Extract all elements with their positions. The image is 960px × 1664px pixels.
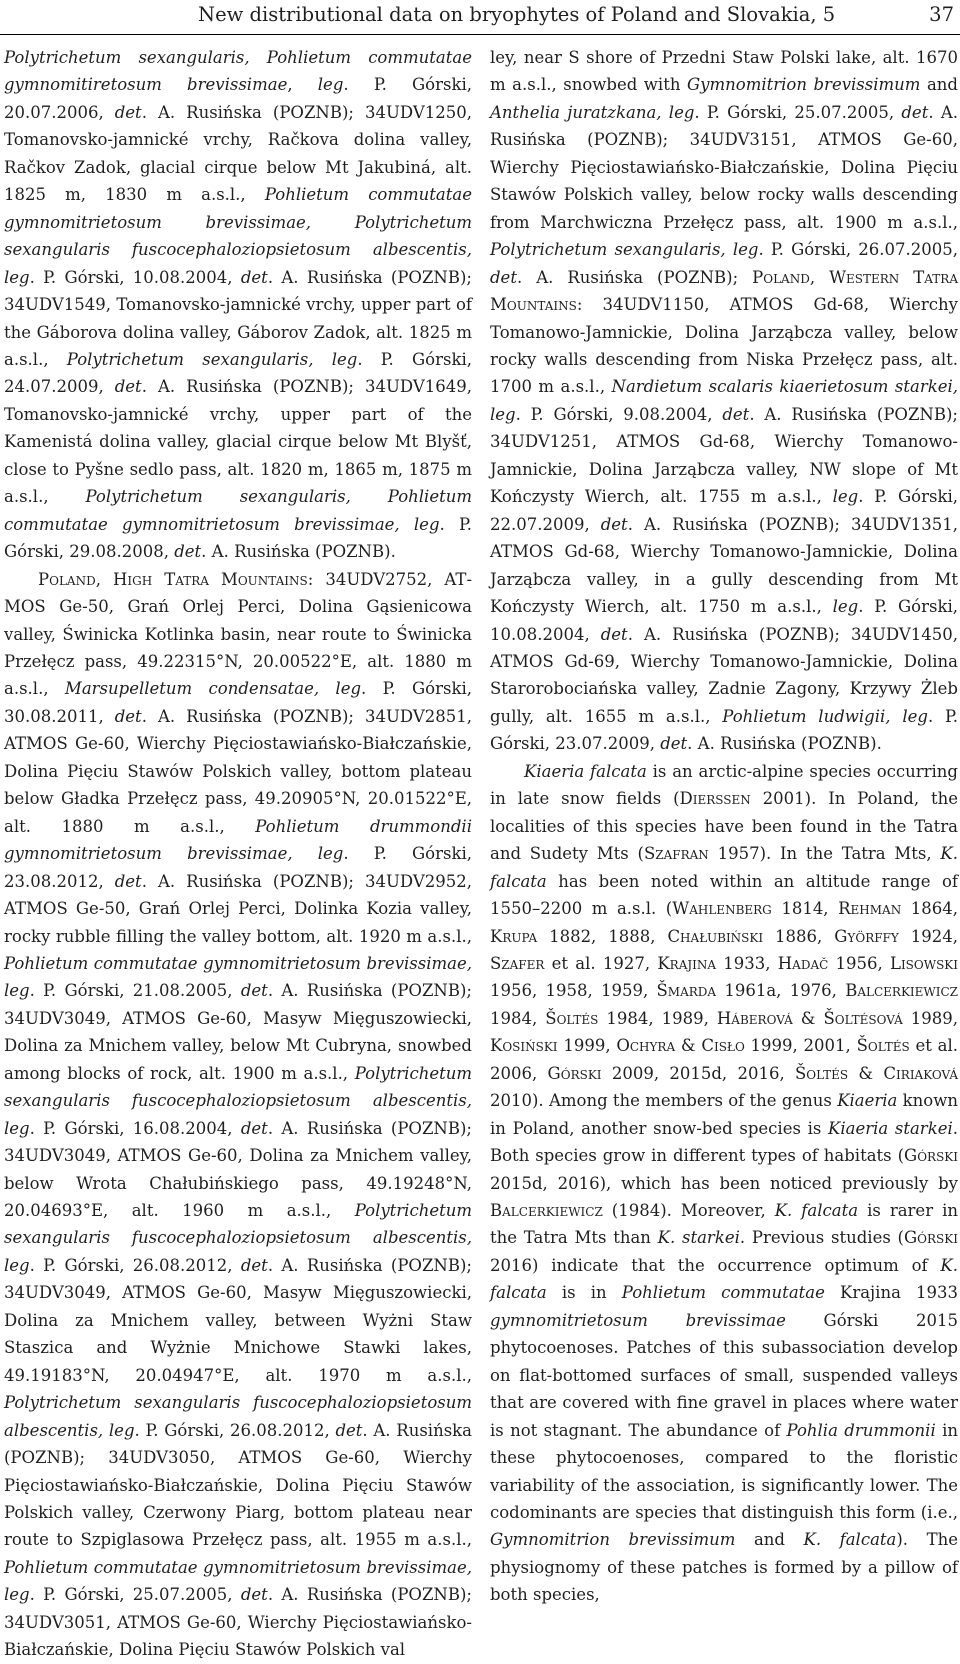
text-run: 1956, 1958, 1959, [490,981,657,1001]
text-run: 1864, [901,899,958,919]
text-run: 1956, [828,953,890,973]
text-run: 1924, [898,926,958,946]
text-run: . A. Rusińska (POZNB); 34UDV1251, ATMOS Gd-68, Wierchy Tomanowo-Jamnickie, Dolina Jarząbcza valley, NW slope of Mt Kończysty Wierch, alt. 1755 m a.s.l., [490,404,958,507]
italic-run: K. starkei [657,1228,740,1248]
italic-run: det [240,1255,268,1275]
small-caps-run: Górski [904,1146,958,1166]
text-run: 1882, 1888, [537,926,668,946]
text-run: . P. Górski, 9.08.2004, [515,404,723,424]
left-paragraph-1 [4,44,472,566]
text-run: . P. Górski, 10.08.2004, [29,267,241,287]
small-caps-run: Górski [547,1063,602,1083]
italic-run: Pohlia drummonii [786,1420,936,1440]
italic-run: det [114,102,142,122]
text-run: . A. Rusińska (POZNB); 34UDV3049, ATMOS Ge-60, Masyw Mięguszowiecki, Dolina za Mnichem valley, below Mt Cubryna, snowbed among blocks of rock, alt. 1900 m a.s.l., [4,981,472,1083]
small-caps-run: Šmarda [656,981,717,1001]
italic-run: Gymnomitrion brevissimum [686,75,921,95]
small-caps-run: Poland, High Tatra Mountains [38,569,308,589]
small-caps-run: Hadač [777,953,829,973]
small-caps-run: Balcerkiewicz [490,1201,603,1221]
text-run: . A. Rusińska (POZNB); 34UDV1649, Tomanovsko-jamnické vrchy, upper part of the Kamenistá dolina valley, glacial cirque below Mt Blyšť, close to Pyšne sedlo pass, alt. 1820 m, 1865 m, 1875 m a.s.l., [4,377,472,507]
italic-run: det [174,542,202,562]
italic-run: Pohlietum commutatae gymnomitrietosum brevissimae, Polytrichetum sexangularis fuscocephaloziopsietosum albescentis, leg [4,185,472,287]
text-run: . A. Rusińska (POZNB); 34UDV3051, ATMOS Ge-60, Wierchy Pięciostawiańsko-Białczańskie, Dolina Pięciu Stawów Polskich val [4,1585,472,1660]
italic-run: K. falcata [803,1530,897,1550]
italic-run: Pohlietum drummondii gymnomitrietosum brevissimae, leg [4,816,472,864]
italic-run: Anthelia juratzkana, leg [490,102,695,122]
italic-run: det [600,514,628,534]
text-run: . A. Rusińska (POZNB); 34UDV1250, Tomanovsko-jamnické vrchy, Račkova dolina valley, Račkov Zadok, glacial cirque below Mt Jakubiná, alt. 1825 m, 1830 m a.s.l., [4,102,472,205]
small-caps-run: Cisło [701,1036,745,1056]
small-caps-run: Šoltésová [823,1008,903,1028]
text-run: & [792,1008,824,1028]
right-paragraph-1 [490,44,958,758]
italic-run: Kiaeria falcata [524,761,647,781]
text-run: ley, near S shore of Przedni Staw Polski lake, alt. 1670 m a.s.l., snowbed with [490,48,958,95]
text-run: . A. Rusińska (POZNB); 34UDV2851, ATMOS Ge-60, Wierchy Pięciostawiańsko-Białczańskie, Dolina Pięciu Stawów Polskich valley, bottom plateau below Gładka Przełęcz pass, 49.20905°N, 20.01522°E, alt. 1880 m a.s.l., [4,706,472,836]
text-run: 2016) indicate that the occurrence optimum of [490,1255,941,1275]
small-caps-run: Šoltés [795,1063,849,1083]
small-caps-run: Györffy [834,926,899,946]
text-run: . P. Górski, 10.08.2004, [490,597,958,644]
italic-run: det [240,1585,268,1605]
text-run: and [920,75,958,95]
text-run: is in [546,1283,622,1303]
text-run: (1984). Moreover, [602,1201,775,1221]
text-run: . A. Rusińska (POZNB); 34UDV1450, ATMOS Gd-69, Wierchy Tomanowo-Jamnickie, Dolina Starorobociańska valley, Zadnie Zagony, Krzywy Żleb gully, alt. 1655 m a.s.l., [490,624,958,726]
italic-run: det [490,267,517,287]
text-run: . A. Rusińska (POZNB); 34UDV2952, ATMOS Ge-50, Grań Orlej Perci, Dolinka Kozia valley, rocky rubble filling the valley bottom, alt. 1920 m a.s.l., [4,871,472,946]
small-caps-run: Kosiński [490,1036,558,1056]
text-run: 2015d, 2016), which has been noticed previously by [490,1173,958,1193]
text-run: et al. 2006, [490,1036,958,1083]
left-column [4,44,472,1664]
small-caps-run: Górski [904,1228,958,1248]
italic-run: det [114,871,142,891]
text-run: 2001). In Poland, the localities of this species have been found in the Tatra and Sudety Mts ( [490,789,958,864]
italic-run: det [600,624,628,644]
small-caps-run: Szafer [490,953,545,973]
text-run: Krajina 1933 [824,1283,959,1303]
text-run: Górski 2015 phytocoenoses. Patches of this subassociation develop on flat-bottomed surfaces of small, suspended valleys that are covered with fine gravel in places where water is not stagnant. The abundance of [490,1310,958,1440]
italic-run: Polytrichetum sexangularis, Pohlietum commutatae gymnomitrietosum brevissimae, leg [4,487,473,534]
text-run: . P. Górski, 16.08.2004, [29,1118,241,1138]
text-run: 1957). In the Tatra Mts, [708,844,941,864]
italic-run: leg [832,487,859,507]
italic-run: det [114,377,142,397]
italic-run: det [335,1420,363,1440]
text-run: 1933, [716,953,778,973]
text-run: 1984, 1989, [598,1008,717,1028]
italic-run: det [240,267,268,287]
small-caps-run: Krupa [490,926,538,946]
text-run: . A. Rusińska (POZNB); 34UDV1351, ATMOS Gd-68, Wierchy Tomanowo-Jamnickie, Dolina Jarząbcza valley, in a gully descending from Mt Kończysty Wierch, alt. 1750 m a.s.l., [490,514,958,617]
text-run: . A. Rusińska (POZNB); 34UDV3049, ATMOS Ge-60, Masyw Mięguszowiecki, Dolina za Mnichem valley, between Wyżni Staw Staszica and Wyżnie Mnichowe Stawki lakes, 49.19183°N, 20.04947°E, alt. 1970 m a.s.l., [4,1255,472,1385]
text-run: 1999, [557,1036,617,1056]
small-caps-run: Ochyra [616,1036,676,1056]
small-caps-run: Poland, Western Tatra Mountains [490,267,959,315]
text-run: 1814, [771,899,839,919]
text-run: in these phytocoenoses, compared to the floristic variability of the association, is significantly lower. The codominants are species that distinguish this form (i.e., [490,1420,958,1523]
text-run: : 34UDV1150, ATMOS Gd-68, Wierchy Tomanowo-Jamnickie, Dolina Jarząbcza valley, below rocky walls descending from Niska Przełęcz pass, alt. 1700 m a.s.l., [490,295,958,397]
small-caps-run: Lisowski [889,953,958,973]
text-run: . A. Rusińska (POZNB); 34UDV3050, ATMOS Ge-60, Wierchy Pięciostawiańsko-Białczańskie, Dolina Pięciu Stawów Polskich valley, Czerwony Piarg, bottom plateau near route to Szpiglasowa Przełęcz pass, alt. 1955 m a.s.l., [4,1420,473,1550]
italic-run: K. falcata [490,1255,958,1303]
italic-run: Polytrichetum sexangularis, Pohlietum commutatae gymnomitiretosum brevissimae [4,48,472,95]
page-number: 37 [929,3,954,26]
italic-run: Nardietum scalaris kiaerietosum starkei, leg [490,377,959,424]
text-run: : 34UDV2752, ATMOS Ge-50, Grań Orlej Perci, Dolina Gąsienicowa valley, Świnicka Kotlinka basin, near route to Świnicka Przełęcz pass, 49.22315°N, 20.00522°E, alt. 1880 m a.s.l., [4,569,473,699]
italic-run: det [901,102,929,122]
text-run: is rarer in the Tatra Mts than [490,1201,958,1248]
italic-run: Marsupelletum condensatae, leg [64,679,362,699]
text-run: . A. Rusińska (POZNB); 34UDV3049, ATMOS Ge-60, Dolina za Mnichem valley, below Wrota Chałubińskiego pass, 49.19248°N, 20.04693°E, alt. 1960 m a.s.l., [4,1118,472,1221]
text-run: . P. Górski, 26.07.2005, [758,240,958,260]
italic-run: Polytrichetum sexangularis fuscocephaloziopsietosum albescentis, leg [4,1393,472,1440]
text-run: , [287,75,318,95]
text-run: 1886, [763,926,835,946]
text-run: . P. Górski, 29.08.2008, [4,514,473,562]
small-caps-run: Wahlenberg [672,899,772,919]
text-run: . P. Górski, 23.07.2009, [490,706,958,754]
text-run: . P. Górski, 24.07.2009, [4,349,472,397]
text-run: . A. Rusińska (POZNB); 34UDV1549, Tomanovsko-jamnické vrchy, upper part of the Gáborova dolina valley, Gáborov Zadok, alt. 1825 m a.s.l., [4,267,472,369]
small-caps-run: Ciriaková [883,1063,959,1083]
italic-run: Pohlietum commutatae gymnomitrietosum brevissimae, leg [4,953,472,1001]
italic-run: Pohlietum commutatae [621,1283,825,1303]
italic-run: Polytrichetum sexangularis fuscocephaloziopsietosum albescentis, leg [4,1063,472,1138]
running-title: New distributional data on bryophytes of Poland and Slovakia, 5 [198,3,836,26]
text-run: & [675,1036,702,1056]
text-run: known in Poland, another snow-bed species is [490,1091,958,1138]
text-run: . P. Górski, 25.07.2005, [29,1585,241,1605]
text-run: . P. Górski, 26.08.2012, [134,1420,336,1440]
text-run: 2009, 2015d, 2016, [601,1063,795,1083]
italic-run: leg [832,597,859,617]
text-run: 1984, [490,1008,546,1028]
header-rule [0,34,960,35]
small-caps-run: Dierssen [679,789,751,809]
italic-run: K. falcata [774,1201,859,1221]
italic-run: det [660,734,688,754]
right-paragraph-2 [490,758,958,1609]
text-run: and [735,1530,804,1550]
text-run: . P. Górski, 21.08.2005, [29,981,241,1001]
text-run: has been noted within an altitude range of 1550–2200 m a.s.l. ( [490,871,958,919]
italic-run: Gymnomitrion brevissimum [490,1530,736,1550]
small-caps-run: Szafran [643,844,709,864]
small-caps-run: Šoltés [856,1036,910,1056]
running-header [0,0,960,38]
italic-run: K. falcata [490,844,958,891]
text-run: . P. Górski, 30.08.2011, [4,679,472,726]
small-caps-run: Krajina [657,953,717,973]
text-run: . Both species grow in different types of habitats ( [490,1118,958,1166]
text-run: . Previous studies ( [739,1228,904,1248]
text-run: . A. Rusińska (POZNB). [201,542,396,562]
italic-run: det [114,706,142,726]
small-caps-run: Rehman [838,899,902,919]
italic-run: Pohlietum ludwigii, leg [722,706,928,726]
text-run: 2010). Among the members of the genus [490,1091,838,1111]
text-run: . P. Górski, 23.08.2012, [4,844,472,891]
italic-run: Pohlietum commutatae gymnomitrietosum brevissimae, leg [4,1557,472,1605]
italic-run: leg [317,75,344,95]
text-run: . P. Górski, 26.08.2012, [29,1255,241,1275]
small-caps-run: Chałubiński [667,926,764,946]
text-run: et al. 1927, [544,953,658,973]
text-run: . P. Górski, 20.07.2006, [4,75,472,122]
italic-run: Kiaeria [837,1091,898,1111]
italic-run: gymnomitrietosum brevissimae [490,1310,786,1330]
italic-run: Kiaeria starkei [828,1118,953,1138]
left-paragraph-2 [4,566,472,1664]
text-run: . P. Górski, 25.07.2005, [694,102,902,122]
text-run: . P. Górski, 22.07.2009, [490,487,958,534]
small-caps-run: Balcerkiewicz [845,981,958,1001]
text-run: & [848,1063,884,1083]
small-caps-run: Háberová [716,1008,793,1028]
small-caps-run: Šoltés [545,1008,599,1028]
text-run: 1999, 2001, [744,1036,857,1056]
italic-run: det [240,1118,268,1138]
text-run: . A. Rusińska (POZNB); 34UDV3151, ATMOS Ge-60, Wierchy Pięciostawiańsko-Białczańskie, Dolina Pięciu Stawów Polskich valley, below rocky walls descending from Marchwiczna Przełęcz pass, alt. 1900 m a.s.l., [490,102,959,232]
text-run: ). The physiognomy of these patches is formed by a pillow of both species, [490,1530,958,1605]
italic-run: det [240,981,268,1001]
right-column [490,44,958,1609]
text-run: . A. Rusińska (POZNB); [516,267,753,287]
italic-run: det [722,404,750,424]
italic-run: Polytrichetum sexangularis fuscocephaloziopsietosum albescentis, leg [4,1201,472,1275]
text-run: 1961a, 1976, [716,981,846,1001]
text-run: 1989, [902,1008,959,1028]
text-run: . A. Rusińska (POZNB). [687,734,882,754]
italic-run: Polytrichetum sexangularis, leg [490,240,759,260]
text-run: is an arctic-alpine species occurring in late snow fields ( [490,761,958,809]
italic-run: Polytrichetum sexangularis, leg [66,349,358,369]
